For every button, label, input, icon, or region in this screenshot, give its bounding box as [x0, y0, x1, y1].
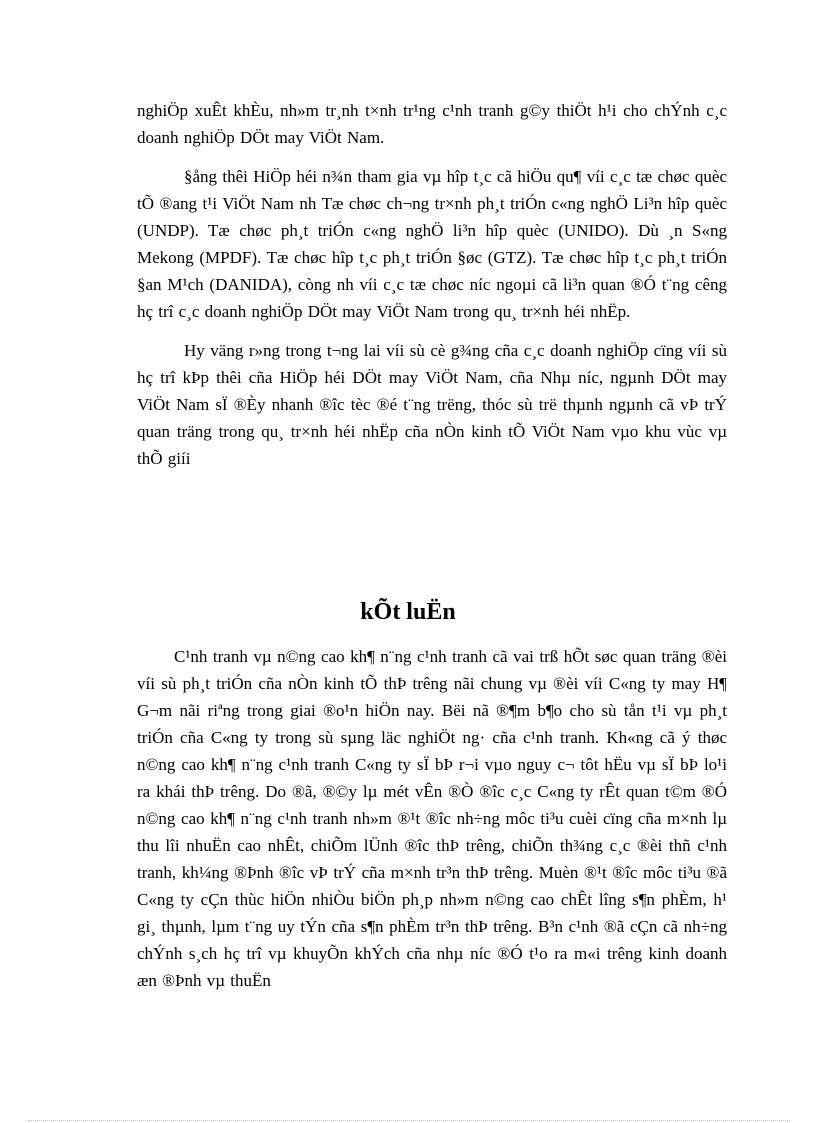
upper-text-block — [137, 97, 727, 472]
conclusion-text-block — [137, 643, 727, 994]
page-bottom-divider — [28, 1120, 790, 1121]
paragraph-continuation: nghiÖp xuÊt khÈu, nh»m tr¸nh t×nh tr¹ng c¹nh tranh g©y thiÖt h¹i cho chÝnh c¸c doanh nghiÖp DÖt may ViÖt Nam. — [137, 101, 727, 147]
section-heading-conclusion: kÕt luËn — [360, 599, 456, 625]
paragraph-association-cooperation: §ång thêi HiÖp héi n¾n tham gia vµ hîp t¸c cã hiÖu qu¶ víi c¸c tæ chøc quèc tÕ ®ang t¹i ViÖt Nam nh Tæ chøc ch¬ng tr×nh ph¸t triÓn c«ng nghÖ Li³n hîp quèc (UNDP). Tæ chøc ph¸t triÓn c«ng nghÖ li³n hîp quèc (UNIDO). Dù ¸n S«ng Mekong (MPDF). Tæ chøc hîp t¸c ph¸t triÓn §øc (GTZ). Tæ chøc hîp t¸c ph¸t triÓn §an M¹ch (DANIDA), còng nh víi c¸c tæ chøc níc ngoµi cã li³n quan ®Ó t¨ng cêng hç trî c¸c doanh nghiÖp DÖt may ViÖt Nam trong qu¸ tr×nh héi nhËp. — [137, 167, 727, 321]
paragraph-hope: Hy väng r»ng trong t¬ng lai víi sù cè g¾ng cña c¸c doanh nghiÖp cïng víi sù hç trî kÞp thêi cña HiÖp héi DÖt may ViÖt Nam, cña Nhµ níc, ngµnh DÖt may ViÖt Nam sÏ ®Èy nhanh ®îc tèc ®é t¨ng trëng, thóc sù trë thµnh ngµnh cã vÞ trÝ quan träng trong qu¸ tr×nh héi nhËp cña nÒn kinh tÕ ViÖt Nam vµo khu vùc vµ thÕ giíi — [137, 341, 727, 468]
paragraph-conclusion: C¹nh tranh vµ n©ng cao kh¶ n¨ng c¹nh tranh cã vai trß hÕt søc quan träng ®èi víi sù ph¸t triÓn cña nÒn kinh tÕ thÞ trêng nãi chung vµ ®èi víi C«ng ty may H¶ G¬m nãi riªng trong giai ®o¹n hiÖn nay. Bëi nã ®¶m b¶o cho sù tån t¹i vµ ph¸t triÓn cña C«ng ty trong sù sµng läc nghiÖt ng· cña c¹nh tranh. Kh«ng cã ý thøc n©ng cao kh¶ n¨ng c¹nh tranh C«ng ty sÏ bÞ r¬i vµo nguy c¬ tôt hËu vµ sÏ bÞ lo¹i ra khái thÞ trêng. Do ®ã, ®©y lµ mét vÊn ®Ò ®îc c¸c C«ng ty rÊt quan t©m ®Ó n©ng cao kh¶ n¨ng c¹nh tranh nh»m ®¹t ®îc nh÷ng môc ti³u cuèi cïng cña m×nh lµ thu lîi nhuËn cao nhÊt, chiÕm lÜnh ®îc thÞ trêng, chiÕn th¾ng c¸c ®èi thñ c¹nh tranh, kh¼ng ®Þnh ®îc vÞ trÝ cña m×nh tr³n thÞ trêng. Muèn ®¹t ®îc môc ti³u ®ã C«ng ty cÇn thùc hiÖn nhiÒu biÖn ph¸p nh»m n©ng cao chÊt lîng s¶n phÈm, h¹ gi¸ thµnh, lµm t¨ng uy tÝn cña s¶n phÈm tr³n thÞ trêng. B³n c¹nh ®ã cÇn cã nh÷ng chÝnh s¸ch hç trî vµ khuyÕn khÝch cña nhµ níc ®Ó t¹o ra m«i trêng kinh doanh æn ®Þnh vµ thuËn — [137, 647, 727, 990]
